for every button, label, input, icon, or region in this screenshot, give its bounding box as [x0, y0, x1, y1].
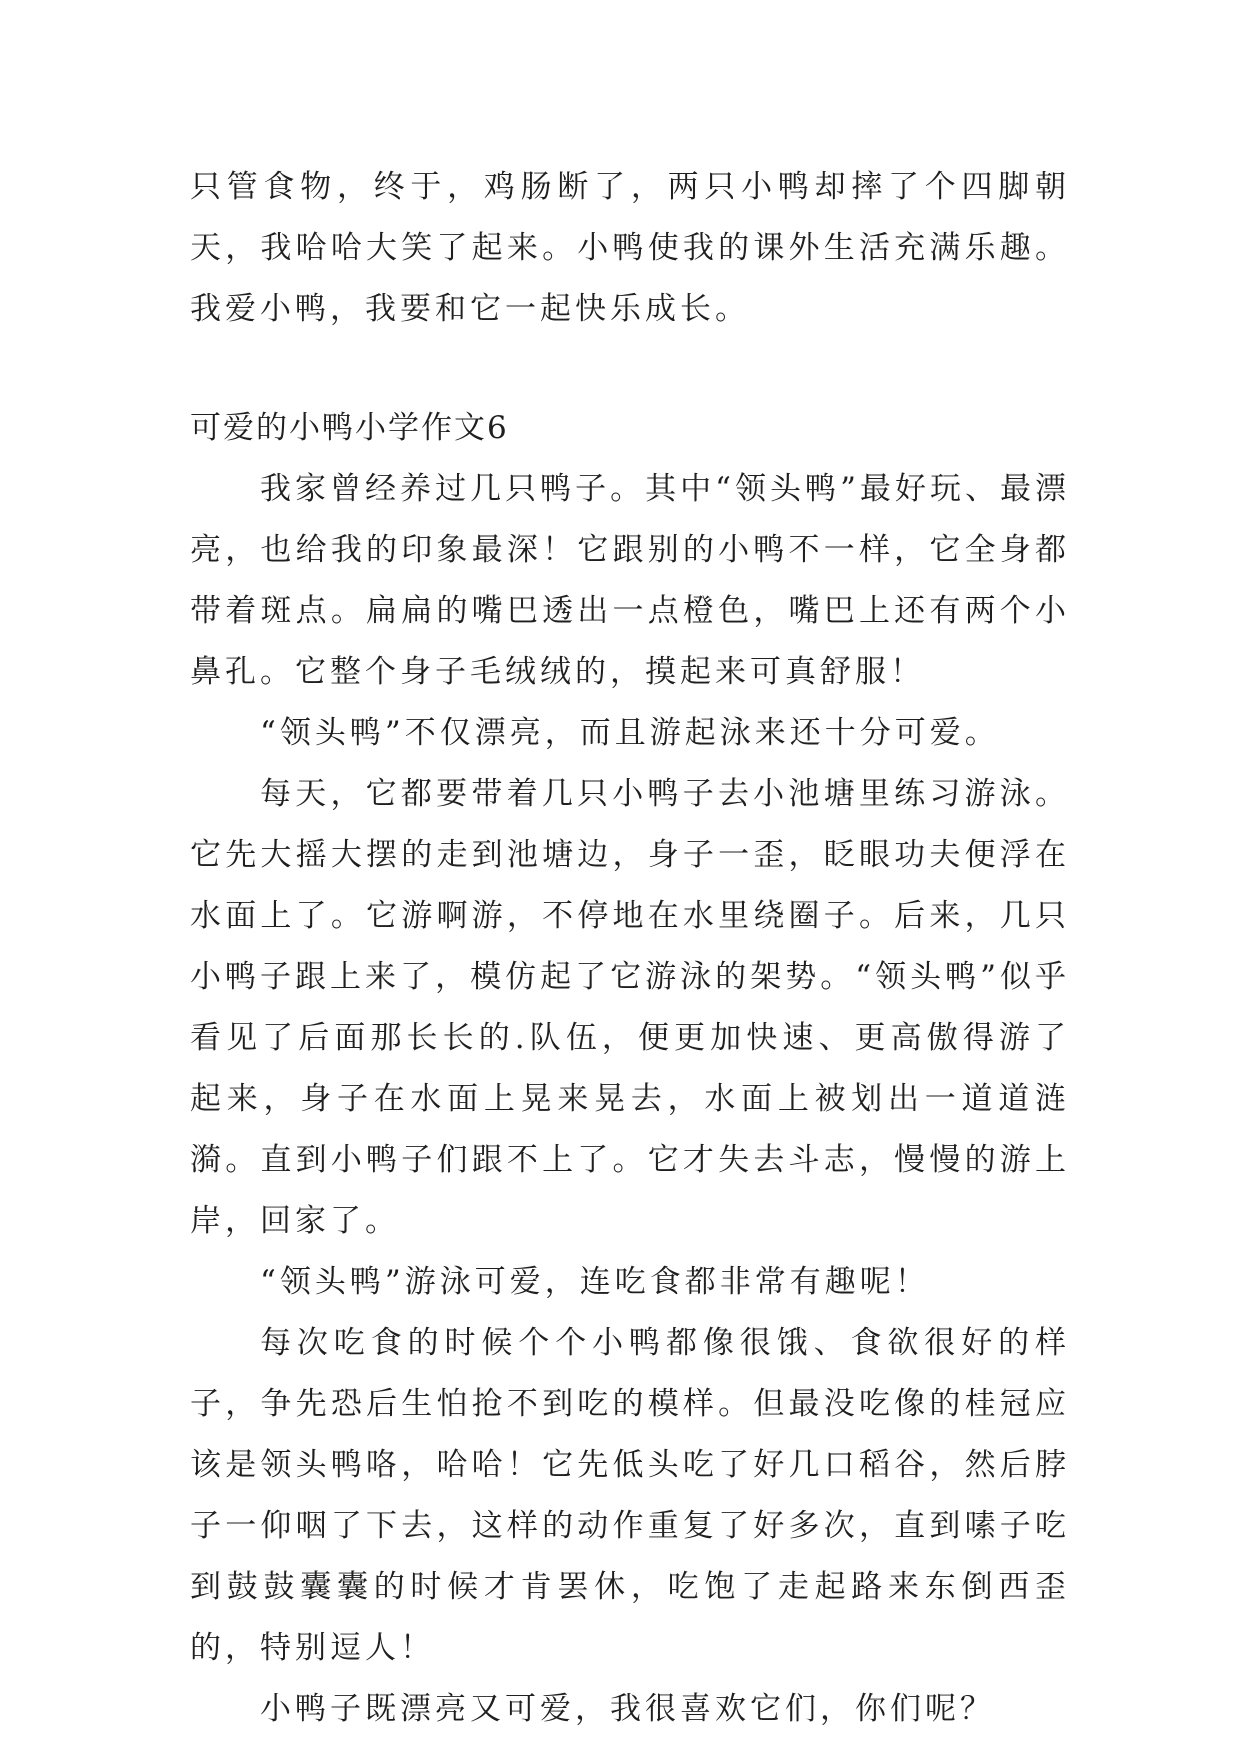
paragraph: “领头鸭”游泳可爱，连吃食都非常有趣呢！: [260, 1264, 930, 1300]
paragraph: “领头鸭”不仅漂亮，而且游起泳来还十分可爱。: [260, 715, 1000, 751]
paragraph: 每次吃食的时候个个小鸭都像很饿、食欲很好的样子，争先恐后生怕抢不到吃的模样。但最没吃像的桂冠应该是领头鸭咯，哈哈！它先低头吃了好几口稻谷，然后脖子一仰咽了下去，这样的动作重复了好多次，直到嗉子吃到鼓鼓囊囊的时候才肯罢休，吃饱了走起路来东倒西歪的，特别逗人！: [190, 1325, 1070, 1666]
paragraph: 我家曾经养过几只鸭子。其中“领头鸭”最好玩、最漂亮，也给我的印象最深！它跟别的小鸭不一样，它全身都带着斑点。扁扁的嘴巴透出一点橙色，嘴巴上还有两个小鼻孔。它整个身子毛绒绒的，摸起来可真舒服！: [190, 471, 1070, 690]
section-title: 可爱的小鸭小学作文6: [190, 410, 509, 446]
paragraph: 小鸭子既漂亮又可爱，我很喜欢它们，你们呢？: [260, 1691, 995, 1727]
continued-text-block: [190, 157, 1070, 340]
essay-section: [190, 398, 1070, 1740]
continued-paragraph: 只管食物，终于，鸡肠断了，两只小鸭却摔了个四脚朝天，我哈哈大笑了起来。小鸭使我的课外生活充满乐趣。我爱小鸭，我要和它一起快乐成长。: [190, 169, 1070, 327]
paragraph: 每天，它都要带着几只小鸭子去小池塘里练习游泳。它先大摇大摆的走到池塘边，身子一歪，眨眼功夫便浮在水面上了。它游啊游，不停地在水里绕圈子。后来，几只小鸭子跟上来了，模仿起了它游泳的架势。“领头鸭”似乎看见了后面那长长的.队伍，便更加快速、更高傲得游了起来，身子在水面上晃来晃去，水面上被划出一道道涟漪。直到小鸭子们跟不上了。它才失去斗志，慢慢的游上岸，回家了。: [190, 776, 1070, 1239]
